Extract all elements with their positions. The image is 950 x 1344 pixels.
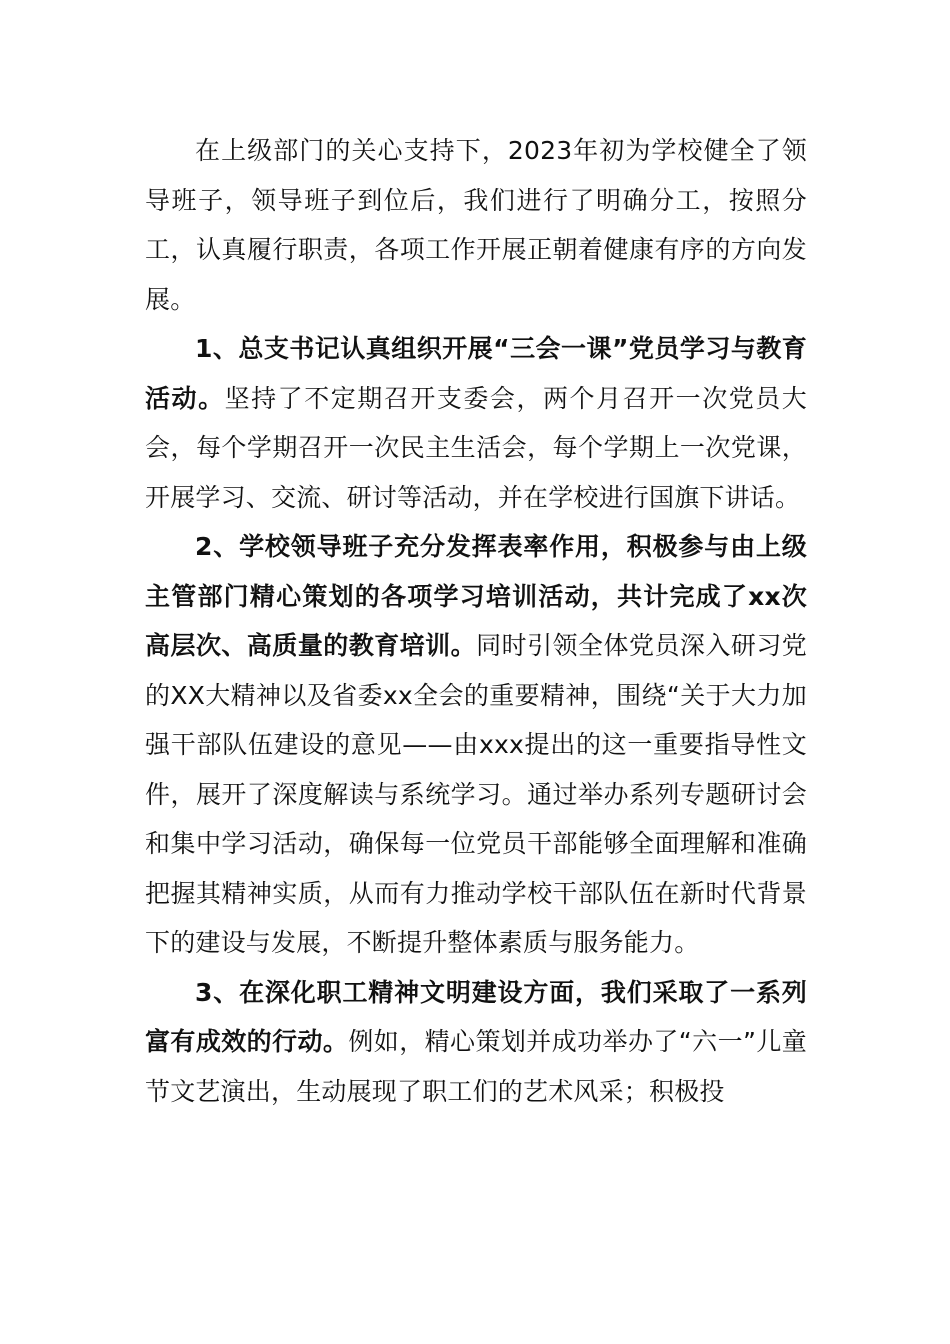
paragraph-heading: 3、在深化职工精神文明建设方面，我们采取了一系列富有成效的行动。 [145, 977, 807, 1056]
paragraph-heading: 1、总支书记认真组织开展“三会一课”党员学习与教育活动。 [145, 334, 807, 413]
paragraph-intro [145, 126, 807, 324]
paragraph-text: 在上级部门的关心支持下，2023年初为学校健全了领导班子，领导班子到位后，我们进行了明确分工，按照分工，认真履行职责，各项工作开展正朝着健康有序的方向发展。 [145, 136, 807, 314]
paragraph-text: 例如，精心策划并成功举办了“六一”儿童节文艺演出，生动展现了职工们的艺术风采；积极投 [145, 1027, 807, 1106]
paragraph-item-2 [145, 522, 807, 968]
paragraph-heading: 2、学校领导班子充分发挥表率作用，积极参与由上级主管部门精心策划的各项学习培训活动，共计完成了xx次高层次、高质量的教育培训。 [145, 532, 807, 660]
document-body [145, 126, 807, 1116]
paragraph-item-3 [145, 968, 807, 1117]
paragraph-item-1 [145, 324, 807, 522]
paragraph-text: 坚持了不定期召开支委会，两个月召开一次党员大会，每个学期召开一次民主生活会，每个学期上一次党课，开展学习、交流、研讨等活动，并在学校进行国旗下讲话。 [145, 383, 807, 512]
paragraph-text: 同时引领全体党员深入研习党的XX大精神以及省委xx全会的重要精神，围绕“关于大力加强干部队伍建设的意见——由xxx提出的这一重要指导性文件，展开了深度解读与系统学习。通过举办系列专题研讨会和集中学习活动，确保每一位党员干部能够全面理解和准确把握其精神实质，从而有力推动学校干部队伍在新时代背景下的建设与发展，不断提升整体素质与服务能力。 [145, 631, 807, 957]
